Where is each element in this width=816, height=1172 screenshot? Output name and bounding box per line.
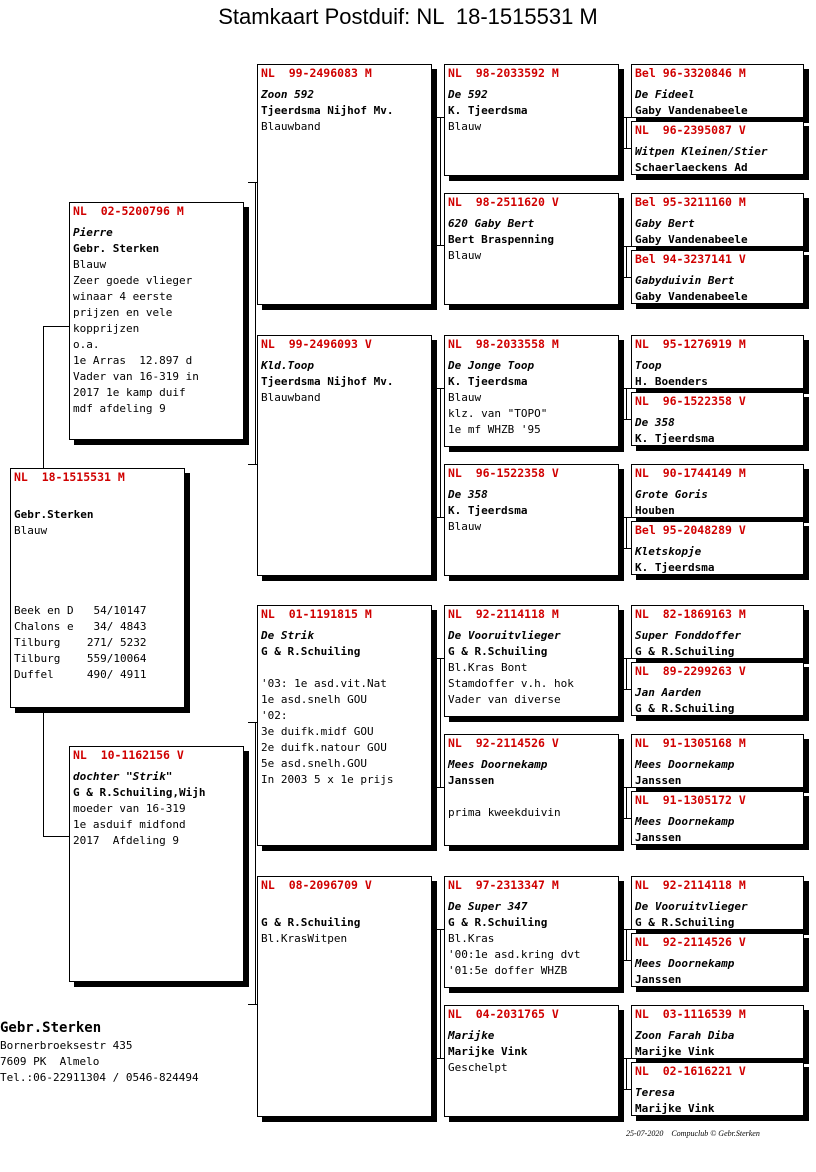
connector-line <box>436 117 444 118</box>
breeder-phone: Tel.:06-22911304 / 0546-824494 <box>0 1071 199 1084</box>
info-line <box>14 555 181 571</box>
connector-line <box>626 787 627 818</box>
ring-number: NL 98-2033558 M <box>448 337 559 351</box>
pigeon-name: Zoon 592 <box>261 88 314 101</box>
ring-number: NL 04-2031765 V <box>448 1007 559 1021</box>
info-line <box>448 789 615 805</box>
connector-line <box>626 929 627 960</box>
connector-line <box>623 419 631 420</box>
connector-line <box>436 388 444 389</box>
pigeon-card-mfmm <box>631 791 804 845</box>
owner-name: Marijke Vink <box>635 1045 715 1058</box>
info-line: kopprijzen <box>73 322 140 335</box>
owner-name: K. Tjeerdsma <box>635 561 715 574</box>
owner-name: K. Tjeerdsma <box>448 375 528 388</box>
pigeon-name <box>261 899 428 915</box>
info-line: 1e asduif midfond <box>73 818 186 831</box>
breeder-name: Gebr.Sterken <box>0 1020 102 1036</box>
ring-number: NL 02-1616221 V <box>635 1064 746 1078</box>
pigeon-name: Grote Goris <box>635 488 708 501</box>
pigeon-name: Mees Doornekamp <box>635 957 735 970</box>
pigeon-name: De Strik <box>261 629 314 642</box>
info-line: 1e mf WHZB '95 <box>448 423 541 436</box>
pigeon-card-mfff <box>631 605 804 659</box>
pigeon-card-father <box>69 202 244 440</box>
pigeon-card-fmmm <box>631 521 804 575</box>
connector-line <box>626 517 627 548</box>
pigeon-name: De Jonge Toop <box>448 359 535 372</box>
connector-line <box>248 464 257 465</box>
owner-name: Tjeerdsma Nijhof Mv. <box>261 104 394 117</box>
connector-line <box>255 722 256 1004</box>
ring-number: NL 96-2395087 V <box>635 123 746 137</box>
info-line: Blauw <box>73 258 107 271</box>
ring-number: NL 96-1522358 V <box>635 394 746 408</box>
info-line: Blauw <box>448 249 482 262</box>
breeder-info <box>0 1018 199 1086</box>
owner-name: Houben <box>635 504 675 517</box>
info-line: moeder van 16-319 <box>73 802 186 815</box>
owner-name: Marijke Vink <box>448 1045 528 1058</box>
info-line: '03: 1e asd.vit.Nat <box>261 677 387 690</box>
info-line: klz. van "TOPO" <box>448 407 548 420</box>
pigeon-name: Toop <box>635 359 662 372</box>
pigeon-name: Kletskopje <box>635 545 702 558</box>
owner-name: Gaby Vandenabeele <box>635 233 748 246</box>
pigeon-card-mother <box>69 746 244 982</box>
ring-number: NL 98-2511620 V <box>448 195 559 209</box>
connector-line <box>623 246 631 247</box>
pigeon-card-fmfm <box>631 392 804 446</box>
ring-number: NL 10-1162156 V <box>73 748 184 762</box>
owner-name: Janssen <box>635 973 682 986</box>
pigeon-name: Kld.Toop <box>261 359 314 372</box>
owner-name: Janssen <box>635 774 682 787</box>
info-line: Vader van diverse <box>448 693 561 706</box>
pigeon-name: Gabyduivin Bert <box>635 274 735 287</box>
info-line: In 2003 5 x 1e prijs <box>261 773 394 786</box>
connector-line <box>436 658 444 659</box>
owner-name: Gebr.Sterken <box>14 508 94 521</box>
info-line <box>261 660 428 676</box>
info-line: '02: <box>261 709 288 722</box>
pigeon-card-ff <box>257 64 432 305</box>
info-line: 2017 Afdeling 9 <box>73 834 179 847</box>
info-line: Geschelpt <box>448 1061 508 1074</box>
info-line: Bl.Kras <box>448 932 495 945</box>
pigeon-name: De 592 <box>448 88 488 101</box>
info-line: 2e duifk.natour GOU <box>261 741 387 754</box>
owner-name: Marijke Vink <box>635 1102 715 1115</box>
owner-name: G & R.Schuiling <box>261 916 361 929</box>
connector-line <box>623 548 631 549</box>
connector-line <box>43 836 70 837</box>
connector-line <box>623 960 631 961</box>
connector-line <box>440 388 441 517</box>
ring-number: NL 91-1305168 M <box>635 736 746 750</box>
connector-line <box>440 658 441 787</box>
ring-number: NL 99-2496093 V <box>261 337 372 351</box>
owner-name: H. Boenders <box>635 375 708 388</box>
pigeon-card-mffm <box>631 662 804 716</box>
info-line: Blauw <box>14 524 48 537</box>
connector-line <box>623 689 631 690</box>
pigeon-name: dochter "Strik" <box>73 770 173 783</box>
connector-line <box>248 182 257 183</box>
connector-line <box>623 277 631 278</box>
pigeon-card-fmff <box>631 335 804 389</box>
owner-name: G & R.Schuiling <box>635 645 735 658</box>
owner-name: G & R.Schuiling <box>635 702 735 715</box>
info-line: Tilburg 559/10064 <box>14 652 147 665</box>
connector-line <box>623 1089 631 1090</box>
pigeon-name: Jan Aarden <box>635 686 702 699</box>
owner-name: Bert Braspenning <box>448 233 554 246</box>
ring-number: Bel 94-3237141 V <box>635 252 746 266</box>
connector-line <box>440 117 441 245</box>
connector-line <box>436 517 444 518</box>
ring-number: NL 98-2033592 M <box>448 66 559 80</box>
connector-line <box>255 182 256 464</box>
ring-number: NL 96-1522358 V <box>448 466 559 480</box>
info-line: Zeer goede vlieger <box>73 274 193 287</box>
info-line: Bl.KrasWitpen <box>261 932 348 945</box>
connector-line <box>440 929 441 1058</box>
pigeon-card-mf <box>257 605 432 846</box>
owner-name: Gaby Vandenabeele <box>635 104 748 117</box>
page-title: Stamkaart Postduif: NL 18-1515531 M <box>218 4 598 29</box>
info-line: Blauwband <box>261 391 321 404</box>
connector-line <box>626 658 627 689</box>
ring-number: NL 08-2096709 V <box>261 878 372 892</box>
pigeon-name: Mees Doornekamp <box>448 758 548 771</box>
ring-number: NL 92-2114526 V <box>448 736 559 750</box>
info-line: '00:1e asd.kring dvt <box>448 948 581 961</box>
ring-number: NL 01-1191815 M <box>261 607 372 621</box>
pigeon-name: De Super 347 <box>448 900 528 913</box>
pigeon-card-fmmf <box>631 464 804 518</box>
pigeon-card-mmm <box>444 1005 619 1117</box>
pigeon-name: Mees Doornekamp <box>635 758 735 771</box>
info-line: 3e duifk.midf GOU <box>261 725 374 738</box>
pigeon-card-ffm <box>444 193 619 305</box>
connector-line <box>436 787 444 788</box>
pigeon-name: Super Fonddoffer <box>635 629 741 642</box>
pigeon-card-mmmf <box>631 1005 804 1059</box>
pigeon-name: Zoon Farah Diba <box>635 1029 735 1042</box>
ring-number: NL 91-1305172 V <box>635 793 746 807</box>
owner-name: Janssen <box>448 774 495 787</box>
ring-number: NL 90-1744149 M <box>635 466 746 480</box>
owner-name: G & R.Schuiling <box>635 916 735 929</box>
connector-line <box>623 818 631 819</box>
ring-number: Bel 96-3320846 M <box>635 66 746 80</box>
info-line <box>14 571 181 587</box>
connector-line <box>623 1058 631 1059</box>
pigeon-card-fmm <box>444 464 619 576</box>
info-line: 1e asd.snelh GOU <box>261 693 367 706</box>
ring-number: Bel 95-2048289 V <box>635 523 746 537</box>
footer-credit: 25-07-2020 Compuclub © Gebr.Sterken <box>626 1129 760 1138</box>
connector-line <box>623 117 631 118</box>
pigeon-name: De Vooruitvlieger <box>635 900 748 913</box>
pigeon-card-mfm <box>444 734 619 846</box>
info-line: Duffel 490/ 4911 <box>14 668 147 681</box>
pigeon-name: Pierre <box>73 226 113 239</box>
connector-line <box>43 712 44 836</box>
connector-line <box>436 929 444 930</box>
info-line: Stamdoffer v.h. hok <box>448 677 574 690</box>
pigeon-card-mff <box>444 605 619 717</box>
connector-line <box>623 148 631 149</box>
pigeon-card-ffff <box>631 64 804 118</box>
pigeon-card-subject <box>10 468 185 708</box>
owner-name: K. Tjeerdsma <box>448 104 528 117</box>
pigeon-name: Teresa <box>635 1086 675 1099</box>
ring-number: NL 92-2114118 M <box>448 607 559 621</box>
connector-line <box>248 722 257 723</box>
pigeon-card-fff <box>444 64 619 176</box>
owner-name: Janssen <box>635 831 682 844</box>
connector-line <box>623 517 631 518</box>
connector-line <box>248 1004 257 1005</box>
pigeon-card-ffmf <box>631 193 804 247</box>
pigeon-card-fm <box>257 335 432 576</box>
info-line: winaar 4 eerste <box>73 290 173 303</box>
info-line: Tilburg 271/ 5232 <box>14 636 147 649</box>
info-line: Blauw <box>448 520 482 533</box>
ring-number: NL 18-1515531 M <box>14 470 125 484</box>
pigeon-card-mmff <box>631 876 804 930</box>
connector-line <box>626 246 627 277</box>
pigeon-card-mmfm <box>631 933 804 987</box>
info-line: Chalons e 34/ 4843 <box>14 620 147 633</box>
owner-name: G & R.Schuiling <box>261 645 361 658</box>
pigeon-name: Marijke <box>448 1029 495 1042</box>
ring-number: NL 95-1276919 M <box>635 337 746 351</box>
info-line: 2017 1e kamp duif <box>73 386 186 399</box>
ring-number: NL 97-2313347 M <box>448 878 559 892</box>
owner-name: G & R.Schuiling <box>448 645 548 658</box>
info-line: Blauw <box>448 120 482 133</box>
connector-line <box>626 117 627 148</box>
connector-line <box>436 245 444 246</box>
info-line: o.a. <box>73 338 100 351</box>
connector-line <box>626 388 627 419</box>
info-line: Bl.Kras Bont <box>448 661 528 674</box>
pigeon-card-fffm <box>631 121 804 175</box>
pigeon-name: Witpen Kleinen/Stier <box>635 145 768 158</box>
pigeon-card-fmf <box>444 335 619 447</box>
pigeon-card-mm <box>257 876 432 1117</box>
info-line: Blauw <box>448 391 482 404</box>
pigeon-card-mmmm <box>631 1062 804 1116</box>
ring-number: NL 89-2299263 V <box>635 664 746 678</box>
owner-name: K. Tjeerdsma <box>448 504 528 517</box>
info-line: '01:5e doffer WHZB <box>448 964 568 977</box>
info-line <box>14 539 181 555</box>
ring-number: Bel 95-3211160 M <box>635 195 746 209</box>
connector-line <box>626 1058 627 1089</box>
info-line: Beek en D 54/10147 <box>14 604 147 617</box>
info-line: prijzen en vele <box>73 306 173 319</box>
connector-line <box>623 929 631 930</box>
ring-number: NL 02-5200796 M <box>73 204 184 218</box>
info-line: Vader van 16-319 in <box>73 370 199 383</box>
pigeon-name: De Vooruitvlieger <box>448 629 561 642</box>
info-line: 1e Arras 12.897 d <box>73 354 193 367</box>
pigeon-name: De 358 <box>635 416 675 429</box>
info-line <box>14 587 181 603</box>
connector-line <box>623 658 631 659</box>
info-line <box>14 491 181 507</box>
owner-name: G & R.Schuiling <box>448 916 548 929</box>
ring-number: NL 82-1869163 M <box>635 607 746 621</box>
info-line: 5e asd.snelh.GOU <box>261 757 367 770</box>
breeder-address: Bornerbroeksestr 435 <box>0 1039 133 1052</box>
breeder-city: 7609 PK Almelo <box>0 1055 100 1068</box>
owner-name: Tjeerdsma Nijhof Mv. <box>261 375 394 388</box>
pigeon-card-mmf <box>444 876 619 988</box>
owner-name: K. Tjeerdsma <box>635 432 715 445</box>
connector-line <box>623 787 631 788</box>
info-line: mdf afdeling 9 <box>73 402 166 415</box>
info-line: prima kweekduivin <box>448 806 561 819</box>
ring-number: NL 92-2114118 M <box>635 878 746 892</box>
owner-name: Schaerlaeckens Ad <box>635 161 748 174</box>
pigeon-name: Mees Doornekamp <box>635 815 735 828</box>
owner-name: G & R.Schuiling,Wijh <box>73 786 206 799</box>
ring-number: NL 03-1116539 M <box>635 1007 746 1021</box>
connector-line <box>623 388 631 389</box>
owner-name: Gaby Vandenabeele <box>635 290 748 303</box>
pigeon-card-ffmm <box>631 250 804 304</box>
ring-number: NL 92-2114526 V <box>635 935 746 949</box>
pigeon-name: De Fideel <box>635 88 695 101</box>
connector-line <box>436 1058 444 1059</box>
pigeon-name: Gaby Bert <box>635 217 695 230</box>
info-line: Blauwband <box>261 120 321 133</box>
pigeon-name: De 358 <box>448 488 488 501</box>
pigeon-name: 620 Gaby Bert <box>448 217 535 230</box>
ring-number: NL 99-2496083 M <box>261 66 372 80</box>
connector-line <box>43 326 44 469</box>
connector-line <box>43 326 70 327</box>
owner-name: Gebr. Sterken <box>73 242 160 255</box>
pigeon-card-mfmf <box>631 734 804 788</box>
